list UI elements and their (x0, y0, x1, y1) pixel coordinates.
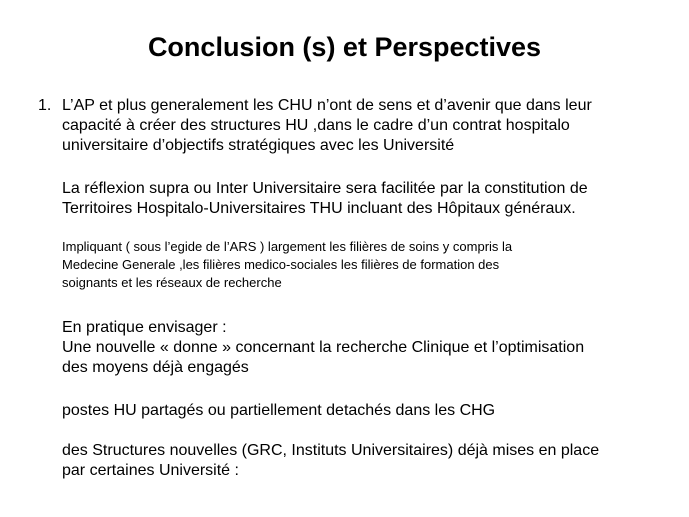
paragraph-line: soignants et les réseaux de recherche (62, 275, 282, 290)
paragraph-impliquant (62, 238, 682, 292)
paragraph-line: La réflexion supra ou Inter Universitaire sera facilitée par la constitution de (62, 180, 588, 197)
paragraph-line: En pratique envisager : (62, 319, 227, 336)
paragraph-en-pratique (62, 318, 682, 378)
paragraph-line: postes HU partagés ou partiellement detachés dans les CHG (62, 402, 496, 419)
list-number: 1. (38, 97, 52, 114)
paragraph-line: Une nouvelle « donne » concernant la recherche Clinique et l’optimisation (62, 339, 585, 356)
paragraph-line: capacité à créer des structures HU ,dans le cadre d’un contrat hospitalo (62, 117, 570, 134)
paragraph-postes-hu (62, 401, 682, 421)
paragraph-reflexion (62, 179, 682, 219)
paragraph-line: des moyens déjà engagés (62, 359, 249, 376)
paragraph-ap-chu (62, 96, 682, 156)
paragraph-structures (62, 441, 682, 481)
paragraph-line: des Structures nouvelles (GRC, Instituts Universitaires) déjà mises en place (62, 442, 600, 459)
paragraph-line: universitaire d’objectifs stratégiques avec les Université (62, 137, 455, 154)
paragraph-line: Territoires Hospitalo-Universitaires THU incluant des Hôpitaux généraux. (62, 200, 576, 217)
paragraph-line: L’AP et plus generalement les CHU n’ont de sens et d’avenir que dans leur (62, 97, 592, 114)
slide-title: Conclusion (s) et Perspectives (147, 32, 542, 62)
paragraph-line: Impliquant ( sous l’egide de l’ARS ) largement les filières de soins y compris la (62, 239, 513, 254)
paragraph-line: Medecine Generale ,les filières medico-sociales les filières de formation des (62, 257, 500, 272)
paragraph-line: par certaines Université : (62, 462, 239, 479)
